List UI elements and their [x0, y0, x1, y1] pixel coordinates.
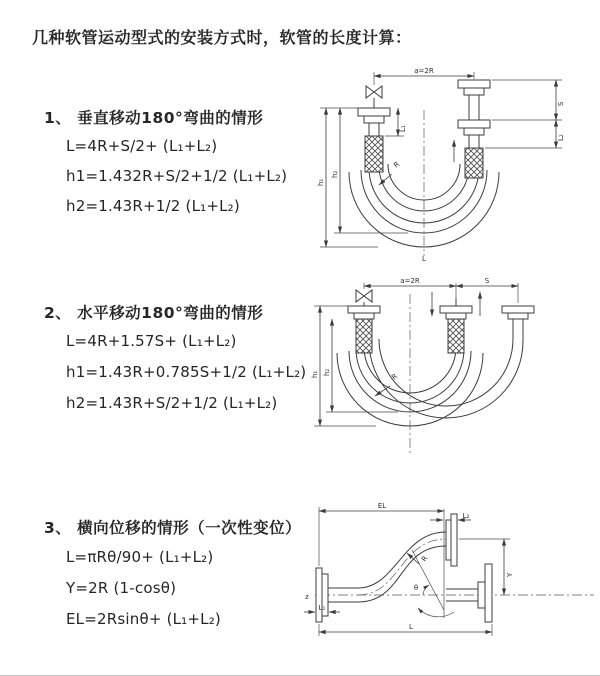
left-pipe-assembly [348, 306, 380, 353]
formula-line: Y=2R (1-cosθ) [66, 579, 177, 597]
braid-section [365, 136, 383, 172]
dim-label-l1: L₁ [399, 125, 407, 132]
section-3-heading: 3、 横向位移的情形（一次性变位） [44, 519, 302, 537]
dim-label-h2: h₂ [331, 170, 339, 178]
dimension-lines [314, 283, 518, 426]
radius-label: R [390, 372, 400, 382]
dim-label-h1: h₁ [317, 178, 325, 186]
braid-section [356, 319, 372, 353]
straight-pipe-assembly [446, 564, 492, 622]
valve-icon [356, 290, 372, 306]
section-2-heading: 2、 水平移动180°弯曲的情形 [44, 304, 264, 322]
formula-line: L=4R+S/2+ (L₁+L₂) [66, 137, 218, 155]
right-pipe-assembly [502, 306, 534, 341]
formula-line: L=πRθ/90+ (L₁+L₂) [66, 548, 214, 566]
braid-section [448, 319, 464, 353]
dim-label-h2: h₂ [323, 368, 331, 376]
formula-line: h1=1.432R+S/2+1/2 (L₁+L₂) [66, 167, 288, 185]
formula-line: L=4R+1.57S+ (L₁+L₂) [66, 332, 237, 350]
diagram-lateral-displacement [296, 498, 600, 648]
radius-label: R [420, 554, 430, 564]
dim-label-h1: h₁ [311, 370, 319, 378]
dim-label-s: S [557, 101, 565, 106]
angle-arc [423, 585, 429, 595]
length-label: L [409, 623, 413, 631]
dimension-lines [304, 507, 510, 636]
upper-flange-assembly [446, 514, 457, 566]
dim-label-l2: L₂ [557, 134, 565, 141]
dim-label-l2: L₂ [462, 512, 470, 520]
length-label: L [422, 255, 426, 263]
section-1-heading: 1、 垂直移动180°弯曲的情形 [44, 109, 264, 127]
formula-line: EL=2Rsinθ+ (L₁+L₂) [66, 610, 221, 628]
dim-label-a-2r: a=2R [400, 277, 420, 285]
left-pipe-assembly [358, 108, 390, 172]
valve-icon [366, 86, 382, 108]
formula-line: h2=1.43R+S/2+1/2 (L₁+L₂) [66, 394, 278, 412]
middle-pipe-assembly [440, 298, 472, 353]
radius-leader [407, 553, 419, 564]
dim-label-y: Y [506, 572, 514, 577]
formula-line: h1=1.43R+0.785S+1/2 (L₁+L₂) [66, 363, 307, 381]
dim-label-l1: L₁ [318, 604, 326, 612]
right-pipe-assembly [454, 80, 490, 178]
formula-line: h2=1.43R+1/2 (L₁+L₂) [66, 197, 240, 215]
braid-section [465, 148, 483, 178]
diagram-horizontal-180-bend [306, 276, 590, 460]
centerline-mark: z [305, 593, 309, 601]
radius-label: R [392, 160, 402, 170]
angle-label: θ [413, 584, 419, 592]
swing-arc [418, 608, 454, 617]
dim-label-el: EL [377, 502, 387, 510]
page-title: 几种软管运动型式的安装方式时，软管的长度计算： [32, 28, 412, 47]
dim-label-a-2r: a=2R [414, 67, 434, 75]
diagram-vertical-180-bend [312, 64, 592, 264]
dim-label-s: S [484, 277, 490, 285]
hose-s-curve [358, 532, 446, 602]
